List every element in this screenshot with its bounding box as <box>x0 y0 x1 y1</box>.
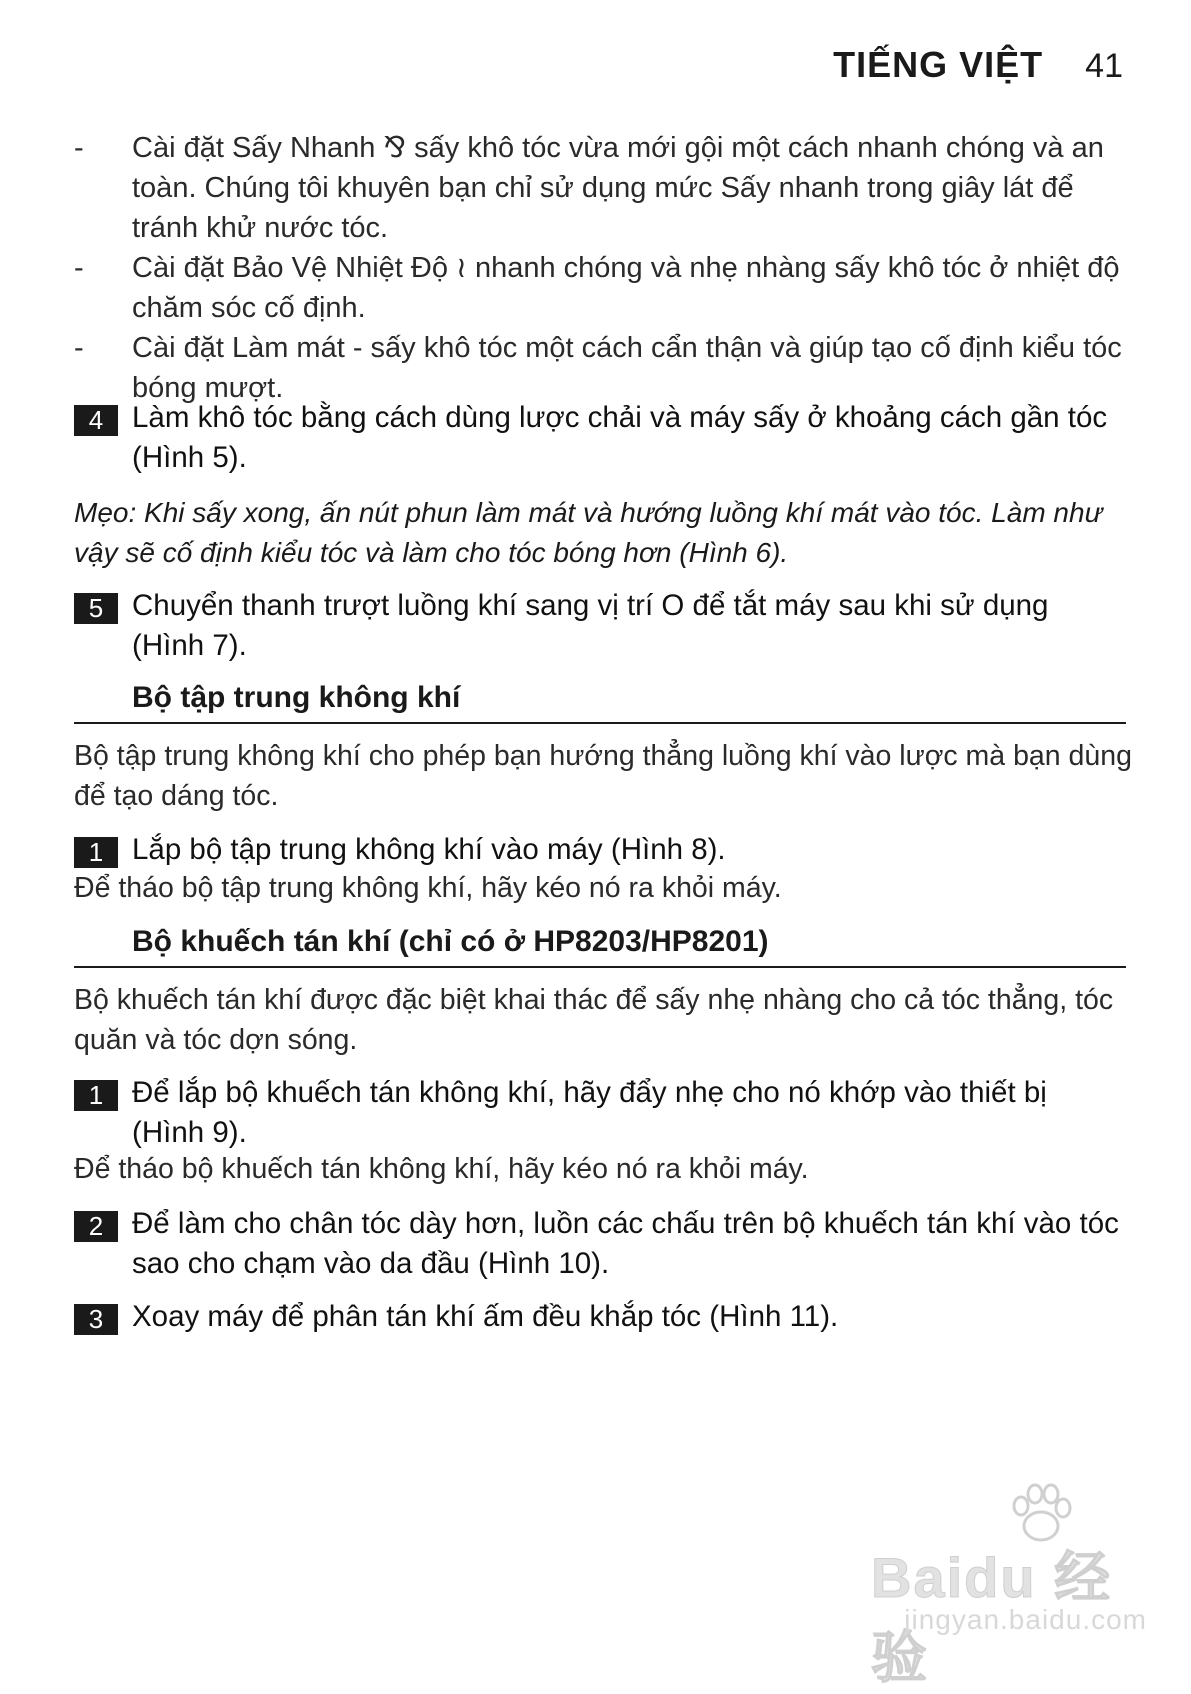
concentrator-heading: Bộ tập trung không khí <box>74 678 1126 724</box>
language-heading: TIẾNG VIỆT <box>833 44 1044 85</box>
diffuser-intro: Bộ khuếch tán khí được đặc biệt khai thác để sấy nhẹ nhàng cho cả tóc thẳng, tóc quăn và tóc dợn sóng. <box>74 984 1114 1056</box>
list-item: - Cài đặt Sấy Nhanh ⅋ sấy khô tóc vừa mới gội một cách nhanh chóng và an toàn. Chúng tôi khuyên bạn chỉ sử dụng mức Sấy nhanh trong giây lát để tránh khử nước tóc. <box>74 132 1104 244</box>
diffuser-heading: Bộ khuếch tán khí (chỉ có ở HP8203/HP8201) <box>74 922 1126 968</box>
list-item: - Cài đặt Làm mát - sấy khô tóc một cách cẩn thận và giúp tạo cố định kiểu tóc bóng mượt. <box>74 332 1122 404</box>
step-number-badge: 4 <box>74 405 118 436</box>
step-text: Để lắp bộ khuếch tán không khí, hãy đẩy nhẹ cho nó khớp vào thiết bị (Hình 9). <box>132 1076 1047 1149</box>
step-number-badge: 1 <box>74 837 118 868</box>
concentrator-step-1 <box>74 830 1126 870</box>
step-text: Để làm cho chân tóc dày hơn, luồn các chấu trên bộ khuếch tán khí vào tóc sao cho chạm vào da đầu (Hình 10). <box>132 1207 1119 1280</box>
diffuser-note: Để tháo bộ khuếch tán không khí, hãy kéo nó ra khỏi máy. <box>74 1153 809 1185</box>
diffuser-step-1 <box>74 1073 1126 1153</box>
page-number: 41 <box>1085 47 1123 85</box>
diffuser-step-2 <box>74 1204 1126 1284</box>
concentrator-intro: Bộ tập trung không khí cho phép bạn hướng thẳng luồng khí vào lược mà bạn dùng để tạo dáng tóc. <box>74 740 1132 812</box>
step-4 <box>74 398 1126 478</box>
concentrator-note: Để tháo bộ tập trung không khí, hãy kéo nó ra khỏi máy. <box>74 872 782 904</box>
step-text: Xoay máy để phân tán khí ấm đều khắp tóc (Hình 11). <box>132 1300 839 1333</box>
step-text: Làm khô tóc bằng cách dùng lược chải và máy sấy ở khoảng cách gần tóc (Hình 5). <box>132 401 1108 474</box>
page-header <box>833 44 1123 86</box>
step-5 <box>74 586 1126 666</box>
step-text: Chuyển thanh trượt luồng khí sang vị trí O để tắt máy sau khi sử dụng (Hình 7). <box>132 589 1049 662</box>
step-number-badge: 3 <box>74 1304 118 1335</box>
baidu-watermark <box>871 1478 1151 1689</box>
diffuser-step-3 <box>74 1297 1126 1337</box>
tip-paragraph: Mẹo: Khi sấy xong, ấn nút phun làm mát và hướng luồng khí mát vào tóc. Làm như vậy sẽ cố định kiểu tóc và làm cho tóc bóng hơn (Hình 6). <box>74 497 1103 568</box>
step-number-badge: 5 <box>74 593 118 624</box>
step-number-badge: 2 <box>74 1211 118 1242</box>
settings-list <box>74 128 1126 408</box>
watermark-url: jingyan.baidu.com <box>904 1604 1147 1635</box>
step-number-badge: 1 <box>74 1080 118 1111</box>
watermark-brand: Baidu 经验 <box>871 1546 1113 1689</box>
list-item: - Cài đặt Bảo Vệ Nhiệt Độ ≀ nhanh chóng và nhẹ nhàng sấy khô tóc ở nhiệt độ chăm sóc cố định. <box>74 252 1120 324</box>
step-text: Lắp bộ tập trung không khí vào máy (Hình 8). <box>132 833 726 866</box>
